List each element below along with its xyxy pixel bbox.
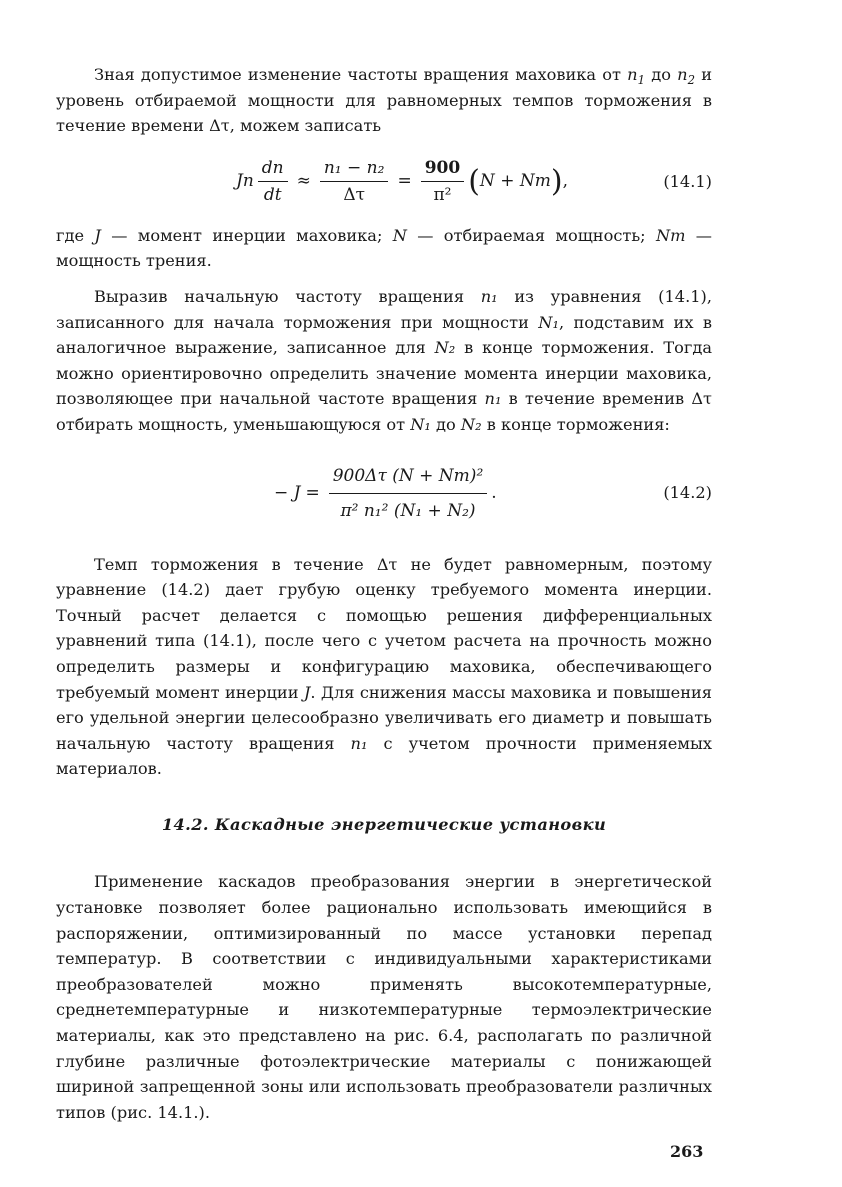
frac-den: dt: [263, 185, 282, 206]
text-run: Темп торможения в течение Δτ не будет равномерным, поэтому уравнение (14.2) дает грубую оценку требуемого момента инерции. Точный расчет делается с помощью решения дифференциальных уравнений типа (14.1), после чего с учетом расчета на прочность можно определить размеры и конфигурацию маховика, обеспечивающего требуемый момент инерции: [56, 554, 712, 702]
equals-sign: =: [305, 482, 320, 503]
text-run: из уравнения (14.1), записанного для начала торможения при мощности: [56, 286, 713, 332]
math-n1: $n_1$: [627, 65, 646, 88]
eq-tail: .: [491, 482, 497, 503]
text-run: до: [430, 414, 461, 434]
frac-den: π²: [433, 185, 452, 206]
frac-den: π² n₁² (N₁ + N₂): [340, 501, 476, 522]
math-n1: n₁: [480, 286, 498, 306]
text-run: Выразив начальную частоту вращения: [94, 286, 481, 306]
text-run: где: [56, 225, 95, 245]
text-run: до: [645, 65, 678, 84]
frac-num: dn: [258, 157, 288, 182]
text-run: — отбираемая мощность;: [406, 225, 656, 245]
paren-left: (: [468, 163, 480, 199]
equation-14-2: [56, 446, 712, 542]
text-run: и уровень отбираемой мощности для равномерных темпов торможения в течение времени Δτ, можем записать: [56, 65, 712, 136]
frac-den: Δτ: [343, 185, 365, 206]
section-heading: 14.2. Каскадные энергетические установки: [161, 814, 607, 834]
paragraph-5: Применение каскадов преобразования энергии в энергетической установке позволяет более рационально использовать имеющийся в распоряжении, оптимизированный по массе установки перепад температур. В соответствии с индивидуальными характеристиками преобразователей можно применять высокотемпературные, среднетемпературные и низкотемпературные термоэлектрические материалы, как это представлено на рис. 6.4, располагать по различной глубине различные фотоэлектрические материалы с понижающей шириной запрещенной зоны или использовать преобразователи различных типов (рис. 14.1.).: [56, 872, 712, 1122]
frac-num: n₁ − n₂: [320, 157, 389, 182]
approx-sign: ≈: [296, 170, 311, 191]
paragraph-4: [56, 552, 712, 782]
equals-sign: =: [397, 170, 412, 191]
paragraph-1: [56, 62, 712, 139]
equation-number: (14.2): [663, 482, 712, 502]
text-run: . Для снижения массы маховика и повышения его удельной энергии целесообразно увеличивать его диаметр и повышать начальную частоту вращения: [56, 682, 712, 753]
text-run: , подставим их в аналогичное выражение, записанное для: [56, 312, 712, 358]
math-N1: N₁: [410, 414, 431, 434]
equation-14-1: [56, 149, 712, 215]
text-run: — момент инерции маховика;: [100, 225, 393, 245]
math-N: N: [392, 225, 407, 245]
fraction-dn-dt: [258, 157, 288, 206]
math-N2: N₂: [460, 414, 482, 434]
equation-body: [236, 149, 568, 215]
paragraph-2: [56, 223, 712, 274]
eq-inner: N + Nт: [479, 170, 551, 191]
math-J: J: [94, 225, 101, 245]
eq-lhs: − J: [274, 482, 301, 503]
math-J: J: [303, 682, 311, 702]
text-run: в конце торможения. Тогда можно ориентировочно определить значение момента инерции маховика, позволяющее при начальной частоте вращения: [56, 338, 712, 409]
eq-tail: ,: [562, 170, 568, 191]
math-Nt: Nт: [655, 225, 686, 245]
paragraph-3: [56, 284, 712, 438]
text-run: в течение временив Δτ отбирать мощность, уменьшающуюся от: [56, 389, 712, 434]
math-n2: $n_2$: [677, 65, 695, 88]
fraction-main: [329, 465, 488, 522]
equation-body: [274, 446, 497, 542]
text-run: с учетом прочности применяемых материалов.: [56, 733, 712, 779]
math-N2: N₂: [434, 338, 456, 358]
text-run: Зная допустимое изменение частоты вращения маховика от: [94, 65, 628, 84]
eq-lhs: Jn: [236, 170, 254, 191]
math-N1: N₁: [538, 312, 559, 332]
math-n1: n₁: [484, 389, 502, 409]
fraction-900: [421, 157, 465, 206]
page-body: [56, 62, 712, 1125]
frac-num: 900: [421, 157, 465, 182]
math-n1: n₁: [350, 733, 368, 753]
fraction-n-diff: [320, 157, 389, 206]
paren-right: ): [550, 163, 563, 199]
text-run: в конце торможения:: [481, 414, 670, 434]
page-number: 263: [670, 1142, 704, 1161]
text-run: — мощность трения.: [56, 225, 712, 271]
equation-number: (14.1): [663, 171, 712, 191]
frac-num: 900Δτ (N + Nт)²: [329, 465, 488, 494]
